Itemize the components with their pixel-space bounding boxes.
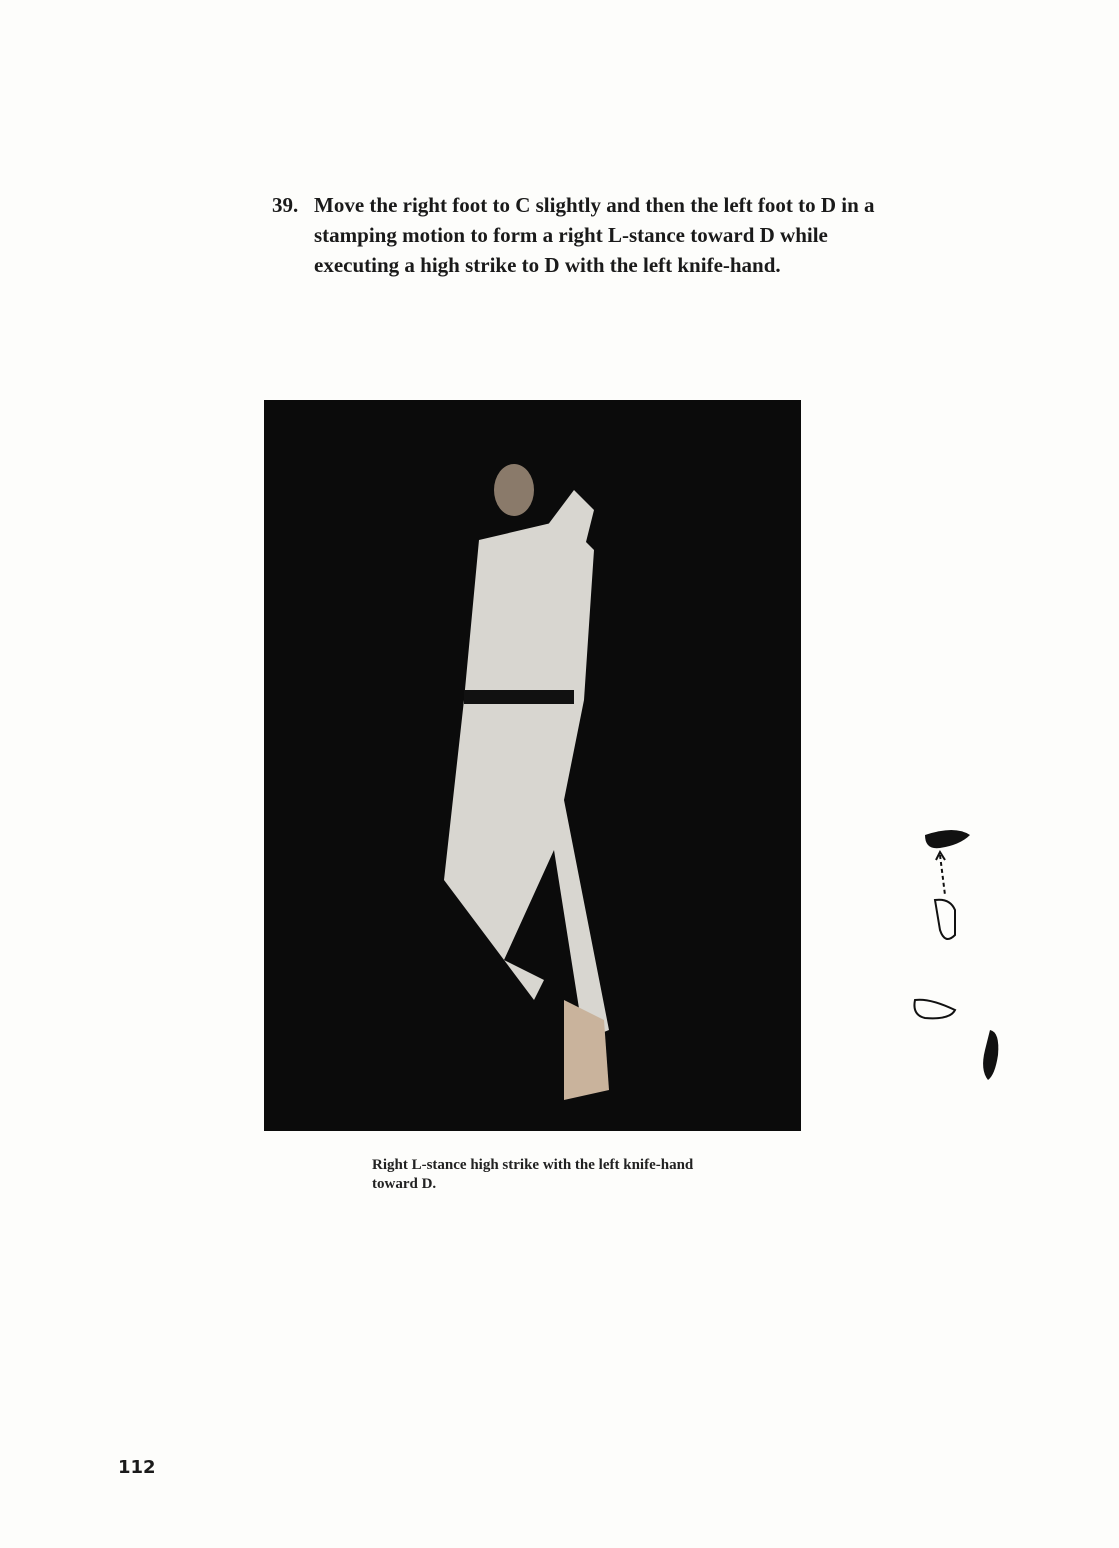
figure-illustration [264,400,801,1131]
page-number: 112 [118,1457,156,1478]
step-text: Move the right foot to C slightly and then the left foot to D in a stamping motion to form a right L-stance toward D while executing a high strike to D with the left knife-hand. [314,193,875,277]
instruction-step [272,190,912,280]
stance-photo [264,400,801,1131]
footprint-diagram-icon [900,820,1010,1090]
step-number: 39. [272,193,299,217]
photo-caption: Right L-stance high strike with the left knife-hand toward D. [372,1157,694,1192]
